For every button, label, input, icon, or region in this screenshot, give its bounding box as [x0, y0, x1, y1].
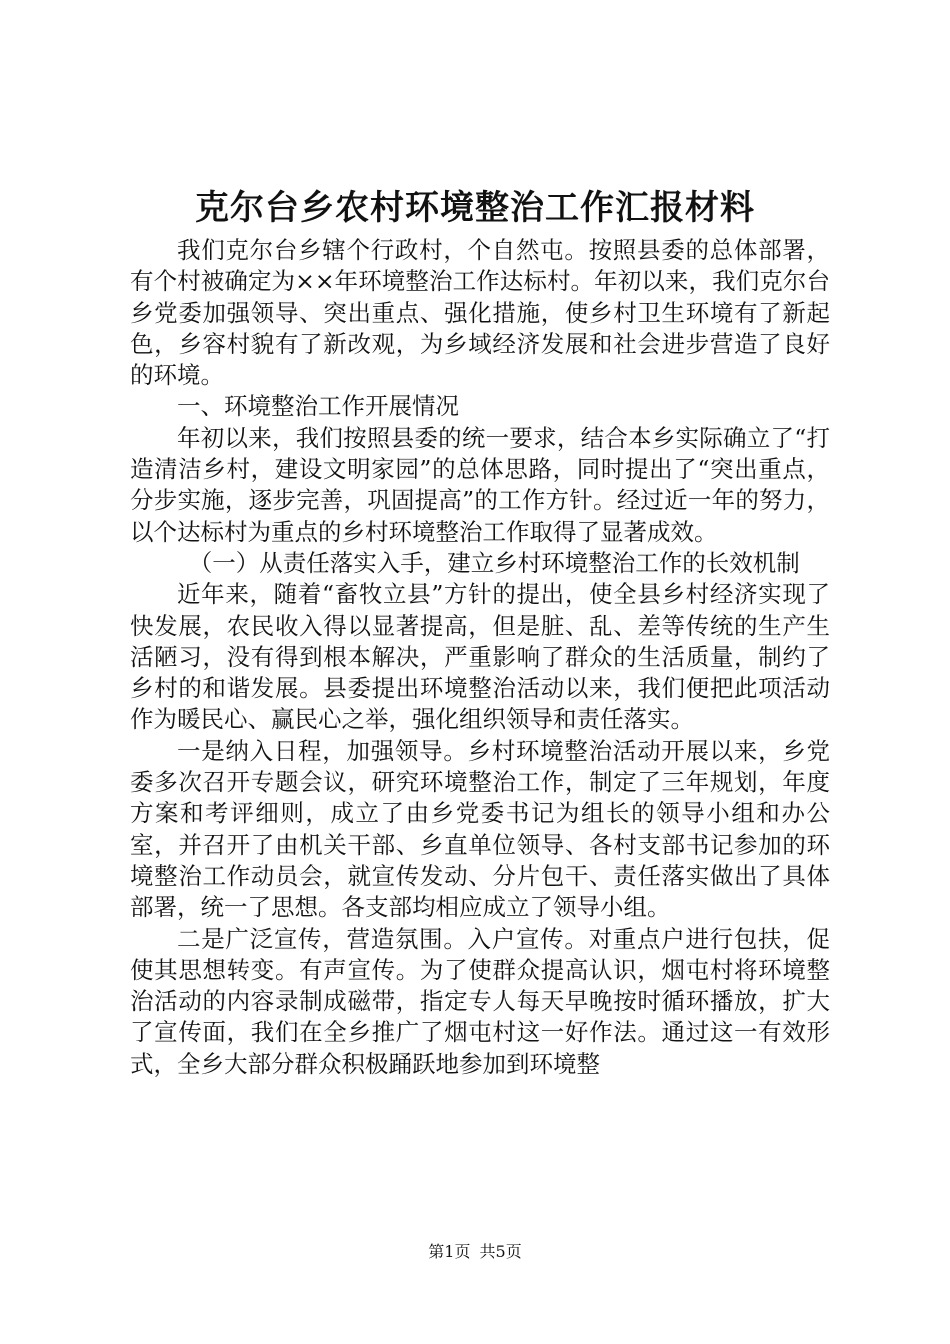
- document-title: 克尔台乡农村环境整治工作汇报材料: [195, 188, 755, 228]
- subsection-heading-1: （一）从责任落实入手，建立乡村环境整治工作的长效机制: [188, 548, 800, 577]
- body-paragraph: 近年来，随着“畜牧立县”方针的提出，使全县乡村经济实现了快发展，农民收入得以显著提高，但是脏、乱、差等传统的生产生活陋习，没有得到根本解决，严重影响了群众的生活质量，制约了乡村的和谐发展。县委提出环境整治活动以来，我们便把此项活动作为暖民心、赢民心之举，强化组织领导和责任落实。: [130, 580, 830, 734]
- section-heading-1: 一、环境整治工作开展情况: [177, 392, 459, 421]
- intro-paragraph: 我们克尔台乡辖个行政村，个自然屯。按照县委的总体部署，有个村被确定为××年环境整治工作达标村。年初以来，我们克尔台乡党委加强领导、突出重点、强化措施，使乡村卫生环境有了新起色，乡容村貌有了新改观，为乡域经济发展和社会进步营造了良好的环境。: [130, 236, 830, 390]
- body-paragraph: 二是广泛宣传，营造氛围。入户宣传。对重点户进行包扶，促使其思想转变。有声宣传。为了使群众提高认识，烟屯村将环境整治活动的内容录制成磁带，指定专人每天早晚按时循环播放，扩大了宣传面，我们在全乡推广了烟屯村这一好作法。通过这一有效形式，全乡大部分群众积极踊跃地参加到环境整: [130, 924, 830, 1078]
- document-body: [130, 235, 830, 1080]
- body-paragraph: 年初以来，我们按照县委的统一要求，结合本乡实际确立了“打造清洁乡村，建设文明家园”的总体思路，同时提出了“突出重点，分步实施，逐步完善，巩固提高”的工作方针。经过近一年的努力，以个达标村为重点的乡村环境整治工作取得了显著成效。: [130, 423, 830, 546]
- page-footer: [0, 1242, 950, 1262]
- body-paragraph: 一是纳入日程，加强领导。乡村环境整治活动开展以来，乡党委多次召开专题会议，研究环境整治工作，制定了三年规划，年度方案和考评细则，成立了由乡党委书记为组长的领导小组和办公室，并召开了由机关干部、乡直单位领导、各村支部书记参加的环境整治工作动员会，就宣传发动、分片包干、责任落实做出了具体部署，统一了思想。各支部均相应成立了领导小组。: [130, 736, 830, 922]
- page-total: 共5页: [479, 1242, 522, 1261]
- page-number: 第1页: [428, 1242, 471, 1261]
